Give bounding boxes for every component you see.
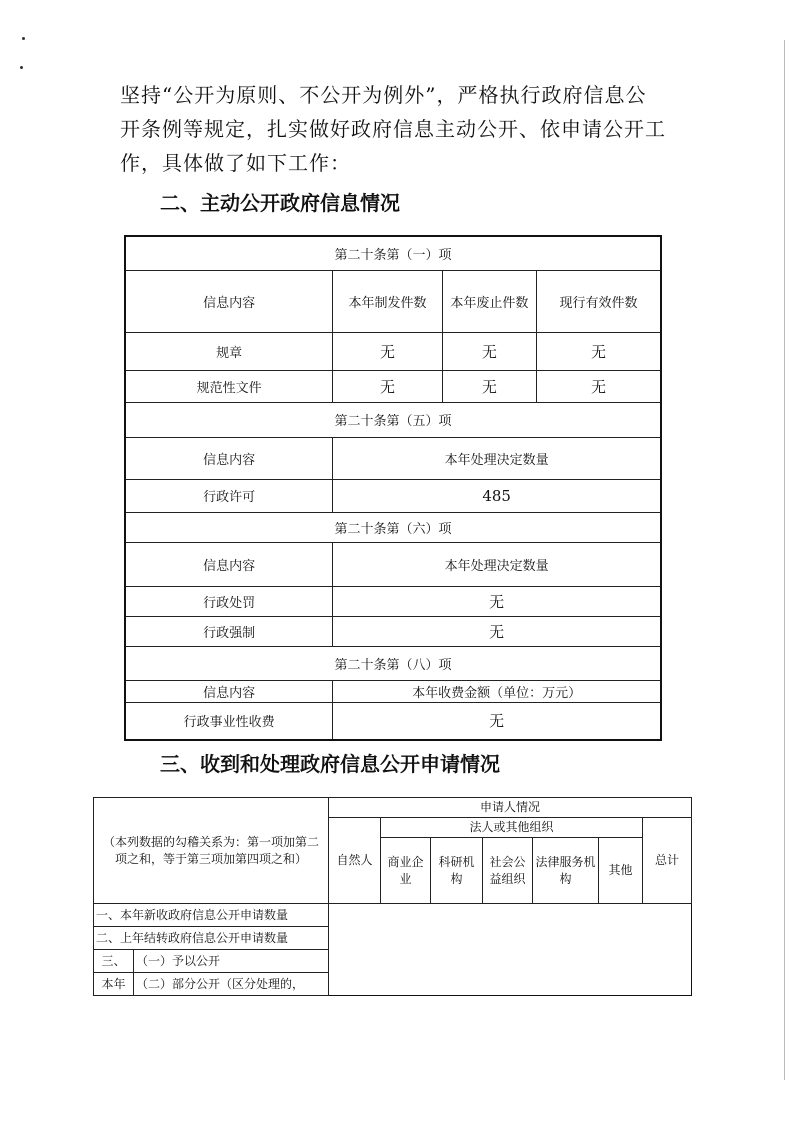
- table-section-header: 第二十条第（五）项: [125, 402, 661, 437]
- row-sublabel: （二）部分公开（区分处理的，: [134, 973, 329, 996]
- applicant-header: 申请人情况: [329, 798, 692, 818]
- row-sublabel: （一）予以公开: [134, 950, 329, 973]
- column-header-total: 总计: [643, 818, 692, 904]
- section-title-applications: 三、收到和处理政府信息公开申请情况: [160, 752, 500, 776]
- column-header: 社会公益组织: [483, 838, 533, 904]
- table-cell: 无: [442, 370, 536, 402]
- legal-org-header: 法人或其他组织: [381, 818, 643, 838]
- column-header: 信息内容: [125, 542, 333, 586]
- column-header: 商业企业: [381, 838, 431, 904]
- table-section-header: 第二十条第（六）项: [125, 512, 661, 542]
- row-label: 本年: [94, 973, 134, 996]
- table-section-header: 第二十条第（八）项: [125, 646, 661, 680]
- table-cell: 无: [537, 370, 662, 402]
- table-cell: 无: [537, 332, 662, 370]
- column-header: 科研机构: [431, 838, 483, 904]
- table-cell: 无: [333, 332, 442, 370]
- intro-paragraph: [120, 78, 680, 180]
- table-cell: 无: [333, 616, 661, 646]
- table-cell: 无: [442, 332, 536, 370]
- table-section-header: 第二十条第（一）项: [125, 236, 661, 270]
- column-header: 其他: [599, 838, 643, 904]
- row-label: 行政处罚: [125, 586, 333, 616]
- table-cell: 无: [333, 586, 661, 616]
- intro-line: 坚持“公开为原则、不公开为例外”，严格执行政府信息公: [120, 83, 647, 107]
- row-label: 规章: [125, 332, 333, 370]
- table-cell: 无: [333, 702, 661, 740]
- row-label: 二、上年结转政府信息公开申请数量: [94, 927, 329, 950]
- column-header: 本年处理决定数量: [333, 542, 661, 586]
- active-disclosure-table: [124, 235, 662, 741]
- column-header: 法律服务机构: [533, 838, 599, 904]
- scan-mark-dot: [20, 66, 23, 69]
- row-label: 行政事业性收费: [125, 702, 333, 740]
- column-header: 本年处理决定数量: [333, 437, 661, 479]
- column-header: 信息内容: [125, 437, 333, 479]
- row-label: 一、本年新收政府信息公开申请数量: [94, 904, 329, 927]
- row-label: 三、: [94, 950, 134, 973]
- scan-mark-dot: [22, 37, 25, 40]
- column-header: 信息内容: [125, 270, 333, 332]
- column-header: 本年制发件数: [333, 270, 442, 332]
- row-label: 行政强制: [125, 616, 333, 646]
- column-header: 本年收费金额（单位：万元）: [333, 680, 661, 702]
- data-area: [329, 904, 692, 996]
- column-header-natural-person: 自然人: [329, 818, 381, 904]
- intro-line: 作，具体做了如下工作：: [120, 151, 351, 175]
- scan-edge-line: [784, 40, 785, 1080]
- row-label: 行政许可: [125, 479, 333, 512]
- column-header: 本年废止件数: [442, 270, 536, 332]
- intro-line: 开条例等规定，扎实做好政府信息主动公开、依申请公开工: [120, 117, 666, 141]
- section-title-active-disclosure: 二、主动公开政府信息情况: [160, 191, 400, 215]
- table-cell: 无: [333, 370, 442, 402]
- application-table: [93, 797, 692, 996]
- column-header: 现行有效件数: [537, 270, 662, 332]
- table-note: （本列数据的勾稽关系为：第一项加第二项之和，等于第三项加第四项之和）: [94, 798, 329, 904]
- table-cell: 485: [333, 479, 661, 512]
- column-header: 信息内容: [125, 680, 333, 702]
- row-label: 规范性文件: [125, 370, 333, 402]
